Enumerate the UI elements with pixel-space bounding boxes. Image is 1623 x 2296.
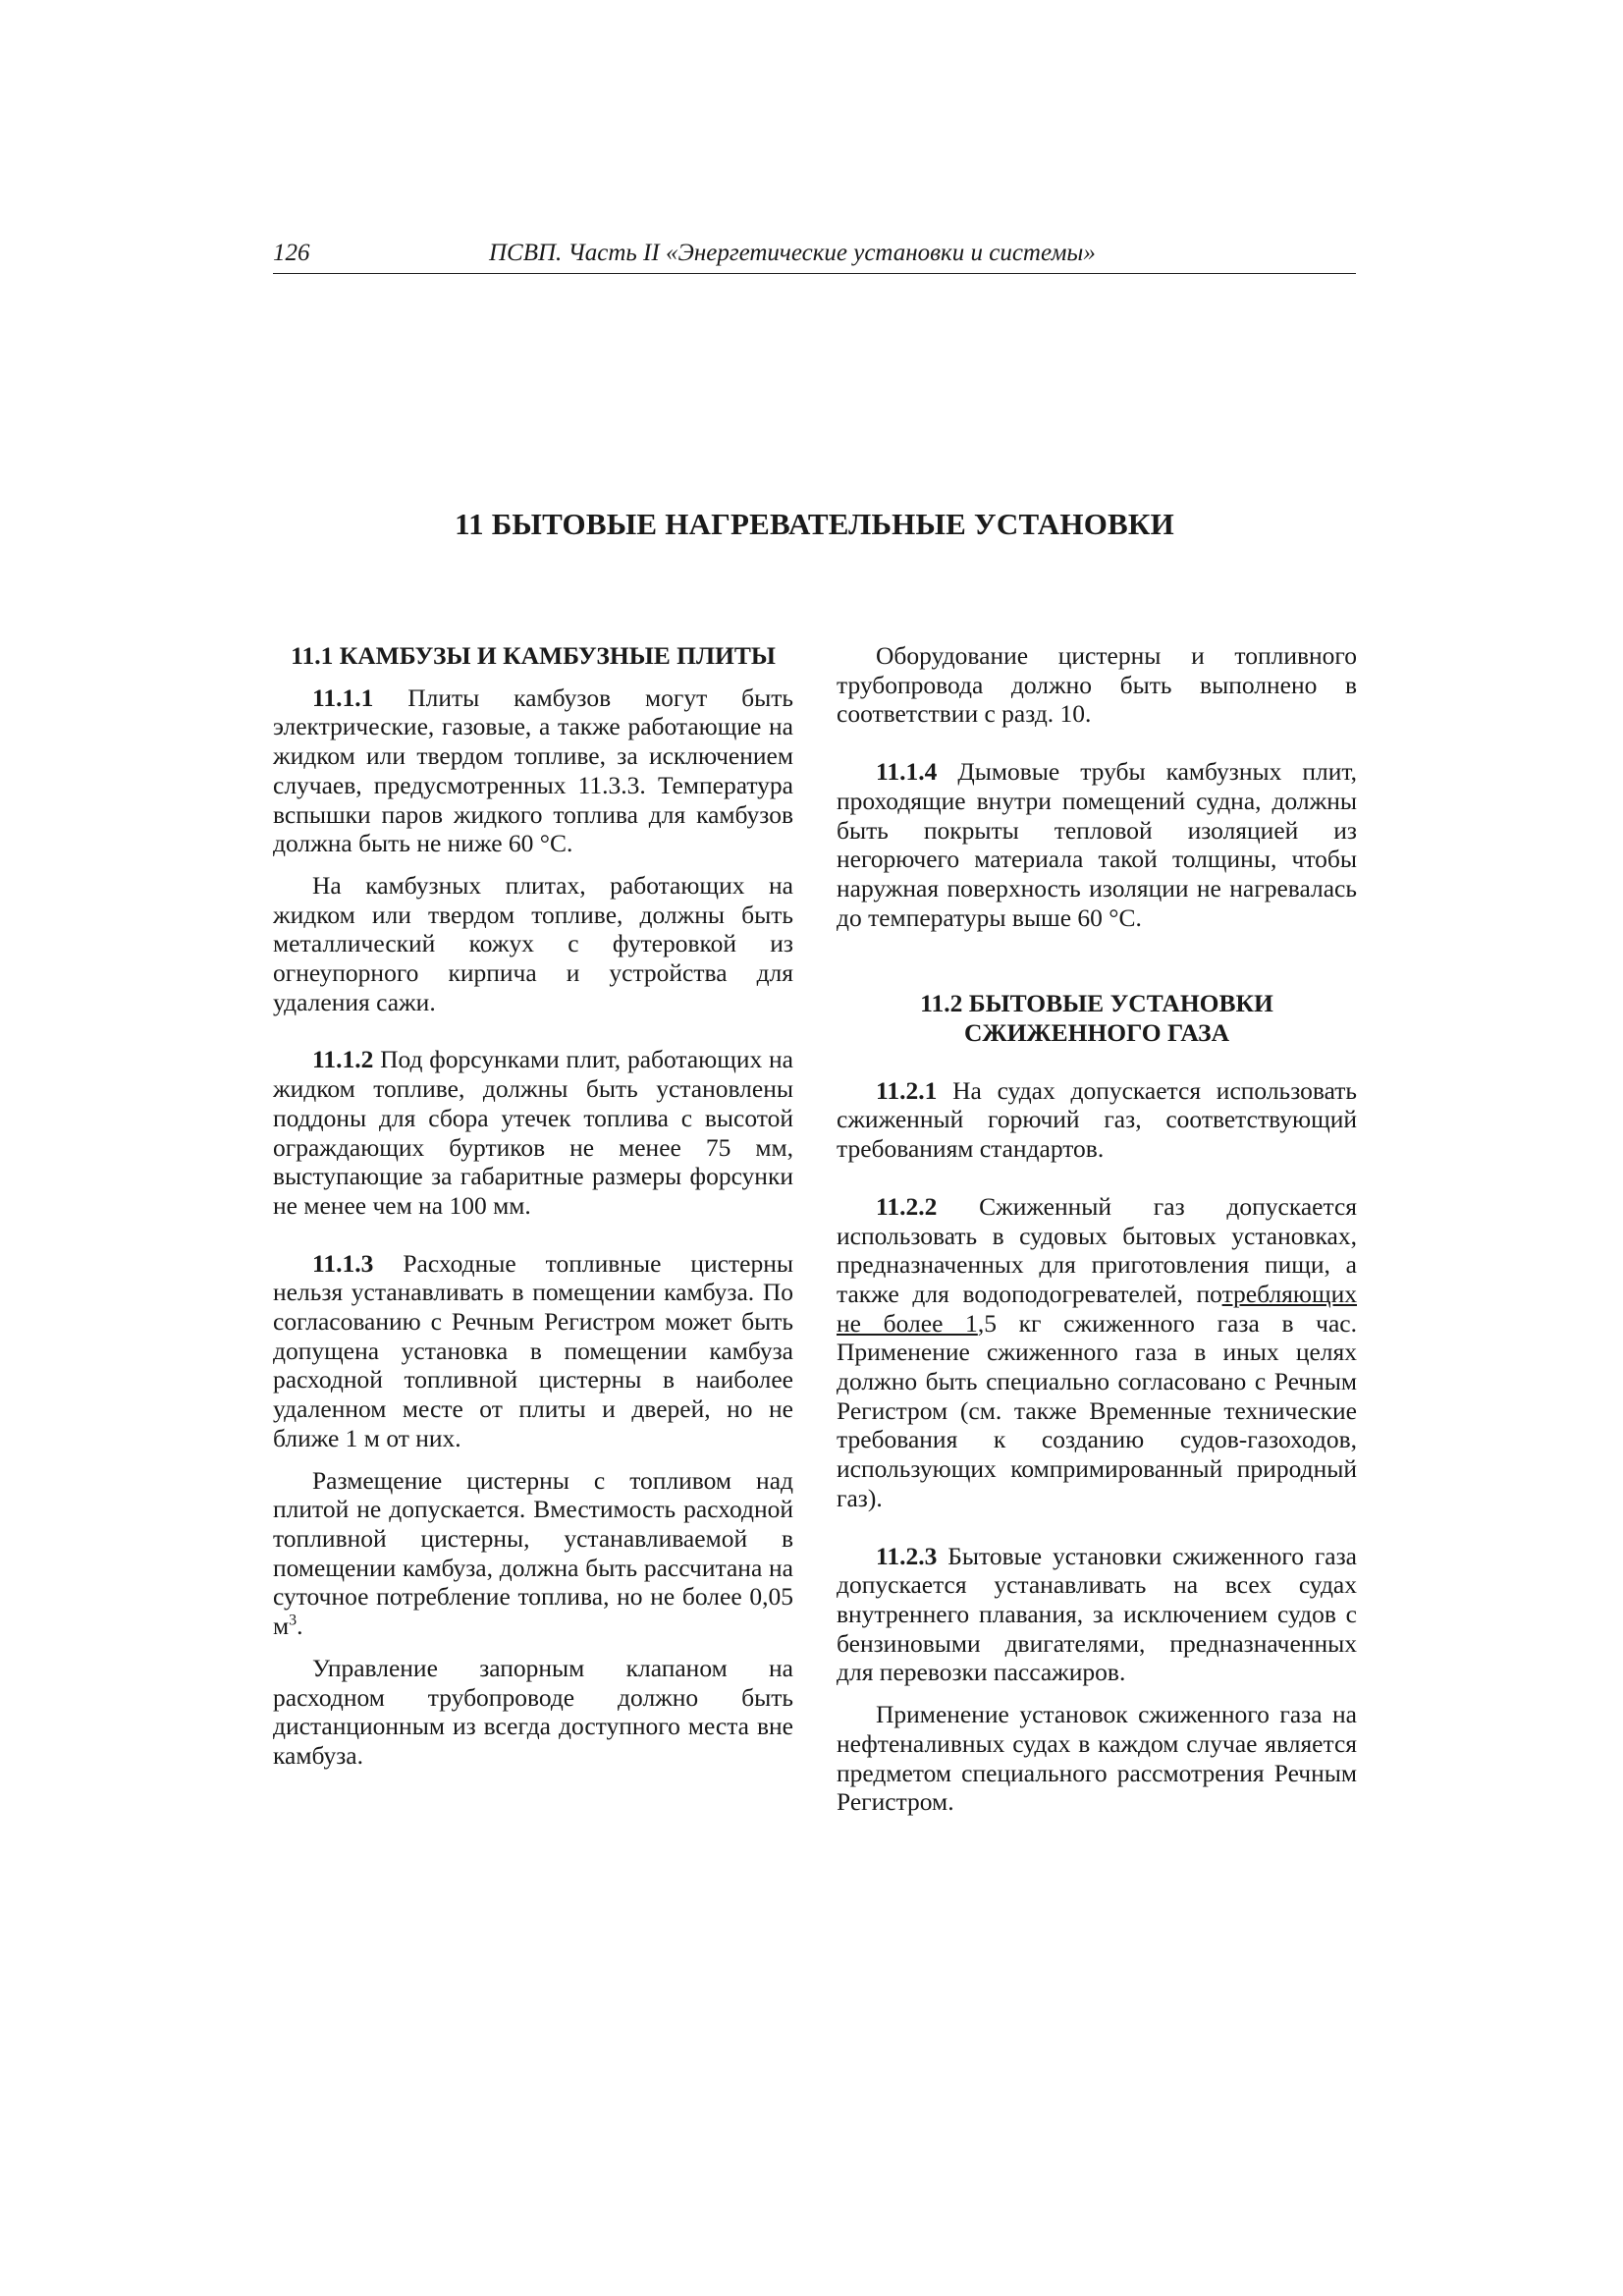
paragraph-text: Сжиженный газ допускается использовать в судовых бытовых установках, предназначенных для приготовления пищи, а также для водоподогревателей, по [837,1191,1357,1308]
paragraph-11-1-3-d: Оборудование цистерны и топливного трубопровода должно быть выполнено в соответствии с разд. 10. [837,641,1357,729]
paragraph-11-1-4 [837,757,1357,932]
clause-number: 11.1.2 [312,1045,374,1074]
paragraph-text: Размещение цистерны с топливом над плитой не допускается. Вместимость расходной топливной цистерны, устанавливаемой в помещении камбуза, должна быть рассчитана на суточное потребление топлива, но не более 0,05 м [273,1465,793,1641]
underlined-text: требляющих не более 1 [837,1279,1357,1338]
clause-number: 11.1.3 [312,1248,374,1278]
paragraph-11-2-2 [837,1192,1357,1513]
section-title-11-1: 11.1 КАМБУЗЫ И КАМБУЗНЫЕ ПЛИТЫ [291,641,776,670]
paragraph-text: Бытовые установки сжиженного газа допускается устанавливать на всех судах внутреннего плавания, за исключением судов с бензиновыми двигателями, предназначенных для перевозки пассажиров. [837,1541,1357,1687]
paragraph-11-1-3-b [273,1466,793,1641]
paragraph-text: Расходные топливные цистерны нельзя устанавливать в помещении камбуза. По согласованию с Речным Регистром может быть допущена установка в помещении камбуза расходной топливной цистерны в наиболее удаленном месте от плиты и дверей, но не ближе 1 м от них. [273,1248,793,1452]
superscript: 3 [289,1612,298,1629]
paragraph-text: Плиты камбузов могут быть электрические, газовые, а также работающие на жидком или твердом топливе, за исключением случаев, предусмотренных 11.3.3. Температура вспышки паров жидкого топлива для камбузов должна быть не ниже 60 °С. [273,683,793,858]
clause-number: 11.2.2 [876,1191,938,1221]
paragraph-11-2-3 [837,1542,1357,1688]
paragraph-11-1-3 [273,1249,793,1453]
clause-number: 11.2.3 [876,1541,938,1570]
paragraph-text: Под форсунками плит, работающих на жидком топливе, должны быть установлены поддоны для сбора утечек топлива с высотой ограждающих буртиков не менее 75 мм, выступающие за габаритные размеры форсунки не менее чем на 100 мм. [273,1045,793,1220]
paragraph-11-1-2 [273,1045,793,1220]
paragraph-11-2-1 [837,1076,1357,1164]
paragraph-text: На судах допускается использовать сжиженный горючий газ, соответствующий требованиям стандартов. [837,1075,1357,1164]
right-column [837,641,1357,1817]
paragraph-11-1-3-c: Управление запорным клапаном на расходном трубопроводе должно быть дистанционным из всегда доступного места вне камбуза. [273,1653,793,1770]
page-header [273,240,1356,274]
paragraph-end: . [297,1612,303,1641]
paragraph-11-1-1-b: На камбузных плитах, работающих на жидком или твердом топливе, должны быть металлический кожух с футеровкой из огнеупорного кирпича и устройства для удаления сажи. [273,870,793,1016]
section-title-11-2: 11.2 БЫТОВЫЕ УСТАНОВКИ СЖИЖЕННОГО ГАЗА [920,989,1273,1048]
paragraph-11-1-1 [273,683,793,858]
chapter-title: 11 БЫТОВЫЕ НАГРЕВАТЕЛЬНЫЕ УСТАНОВКИ [455,507,1174,541]
clause-number: 11.2.1 [876,1075,938,1105]
page-number: 126 [273,240,310,266]
running-title: ПСВП. Часть II «Энергетические установки и системы» [489,240,1096,266]
paragraph-text: ,5 кг сжиженного газа в час. Применение сжиженного газа в иных целях должно быть специально согласовано с Речным Регистром (см. также Временные технические требования к созданию судов-газоходов, использующих компримированный природный газ). [837,1308,1357,1512]
clause-number: 11.1.1 [312,683,374,712]
clause-number: 11.1.4 [876,757,938,787]
paragraph-text: Дымовые трубы камбузных плит, проходящие внутри помещений судна, должны быть покрыты тепловой изоляцией из негорючего материала такой толщины, чтобы наружная поверхность изоляции не нагревалась до температуры выше 60 °С. [837,757,1357,932]
left-column [273,641,793,1771]
paragraph-11-2-3-b: Применение установок сжиженного газа на нефтеналивных судах в каждом случае является предметом специального рассмотрения Речным Регистром. [837,1700,1357,1817]
